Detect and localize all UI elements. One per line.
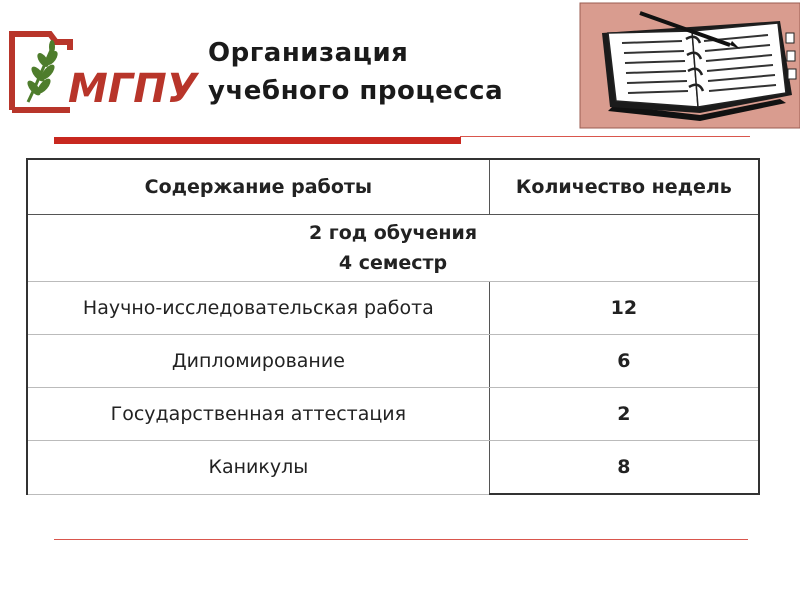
notebook-icon bbox=[580, 3, 800, 128]
bottom-rule bbox=[54, 539, 748, 540]
table-header-row bbox=[27, 159, 759, 215]
table-row bbox=[27, 282, 759, 335]
group-row bbox=[27, 215, 759, 282]
study-plan-table bbox=[26, 158, 760, 495]
title-line-1: Организация bbox=[208, 38, 409, 68]
group-semester: 4 семестр bbox=[338, 252, 448, 274]
title-line-2: учебного процесса bbox=[208, 76, 504, 106]
row-name: Дипломирование bbox=[27, 335, 489, 388]
row-weeks: 2 bbox=[489, 388, 759, 441]
mgpu-logo bbox=[10, 30, 198, 112]
row-name: Государственная аттестация bbox=[27, 388, 489, 441]
table-row bbox=[27, 388, 759, 441]
table-row bbox=[27, 441, 759, 495]
row-name: Научно-исследовательская работа bbox=[27, 282, 489, 335]
logo-text: МГПУ bbox=[68, 66, 198, 112]
row-weeks: 6 bbox=[489, 335, 759, 388]
accent-rule-thick bbox=[54, 137, 461, 144]
header-work-content: Содержание работы bbox=[27, 159, 489, 215]
group-year: 2 год обучения bbox=[308, 222, 478, 244]
row-weeks: 12 bbox=[489, 282, 759, 335]
table-row bbox=[27, 335, 759, 388]
row-weeks: 8 bbox=[489, 441, 759, 495]
header-weeks-count: Количество недель bbox=[489, 159, 759, 215]
page-title bbox=[208, 34, 503, 110]
group-cell bbox=[27, 215, 759, 282]
accent-rule-thin bbox=[460, 136, 750, 137]
row-name: Каникулы bbox=[27, 441, 489, 495]
mgpu-logo-graphic bbox=[10, 30, 198, 112]
